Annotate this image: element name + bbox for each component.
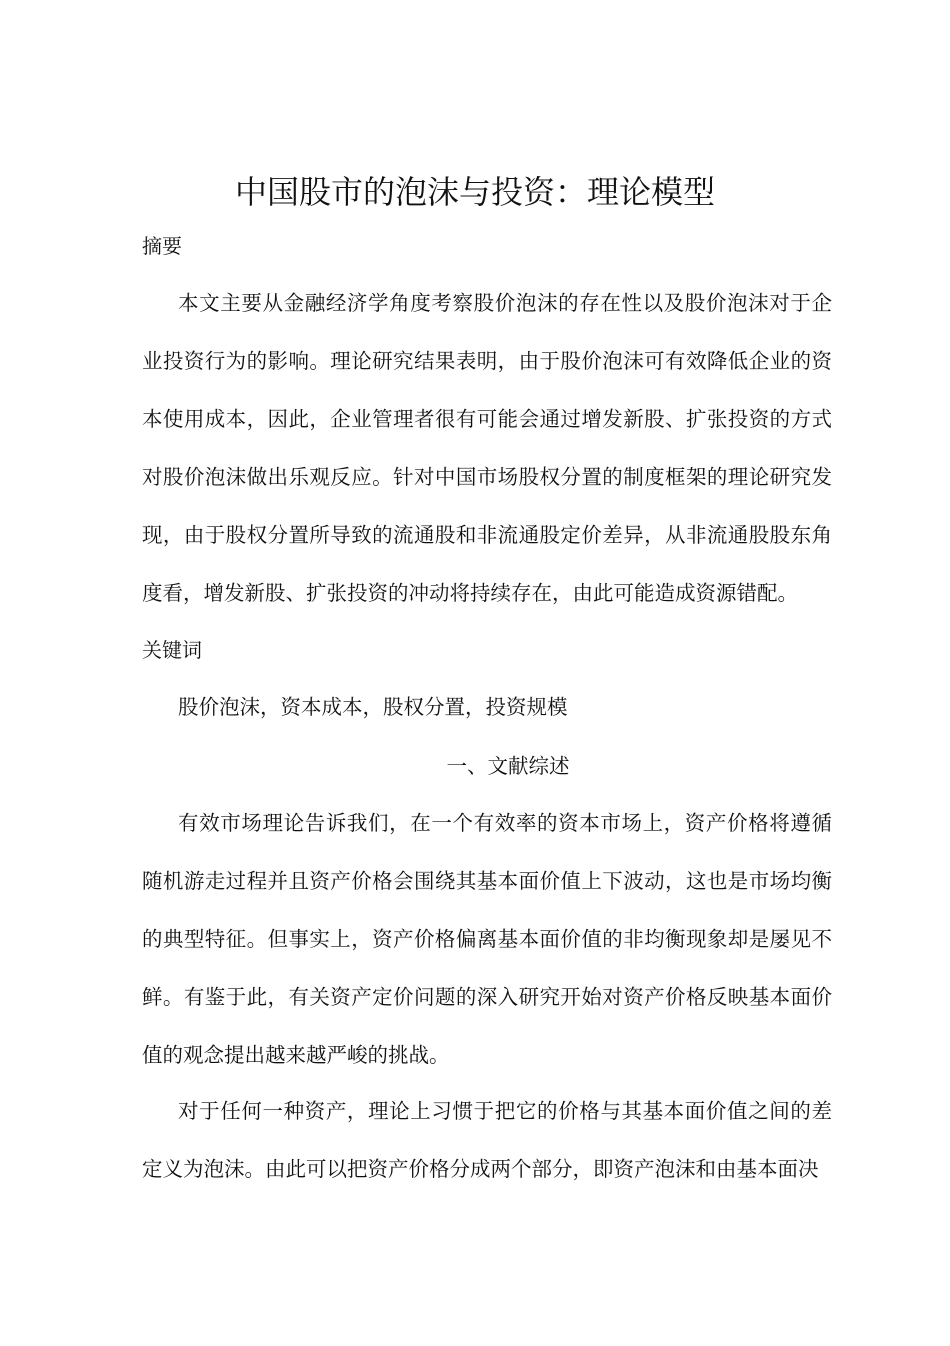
keywords-paragraph: 股价泡沫，资本成本，股权分置，投资规模 (178, 695, 568, 719)
abstract-label: 摘要 (142, 234, 182, 258)
body-paragraph-2: 对于任何一种资产，理论上习惯于把它的价格与其基本面价值之间的差定义为泡沫。由此可以把资产价格分成两个部分，即资产泡沫和由基本面决 (142, 1099, 832, 1181)
keywords-label: 关键词 (142, 638, 202, 662)
section-heading-literature-review: 一、文献综述 (446, 754, 570, 778)
abstract-paragraph: 本文主要从金融经济学角度考察股价泡沫的存在性以及股价泡沫对于企业投资行为的影响。理论研究结果表明，由于股价泡沫可有效降低企业的资本使用成本，因此，企业管理者很有可能会通过增发新股、扩张投资的方式对股价泡沫做出乐观反应。针对中国市场股权分置的制度框架的理论研究发现，由于股权分置所导致的流通股和非流通股定价差异，从非流通股股东角度看，增发新股、扩张投资的冲动将持续存在，由此可能造成资源错配。 (142, 291, 832, 605)
body-paragraph-1: 有效市场理论告诉我们，在一个有效率的资本市场上，资产价格将遵循随机游走过程并且资产价格会围绕其基本面价值上下波动，这也是市场均衡的典型特征。但事实上，资产价格偏离基本面价值的非均衡现象却是屡见不鲜。有鉴于此，有关资产定价问题的深入研究开始对资产价格反映基本面价值的观念提出越来越严峻的挑战。 (142, 811, 832, 1067)
document-title: 中国股市的泡沫与投资：理论模型 (234, 173, 715, 211)
